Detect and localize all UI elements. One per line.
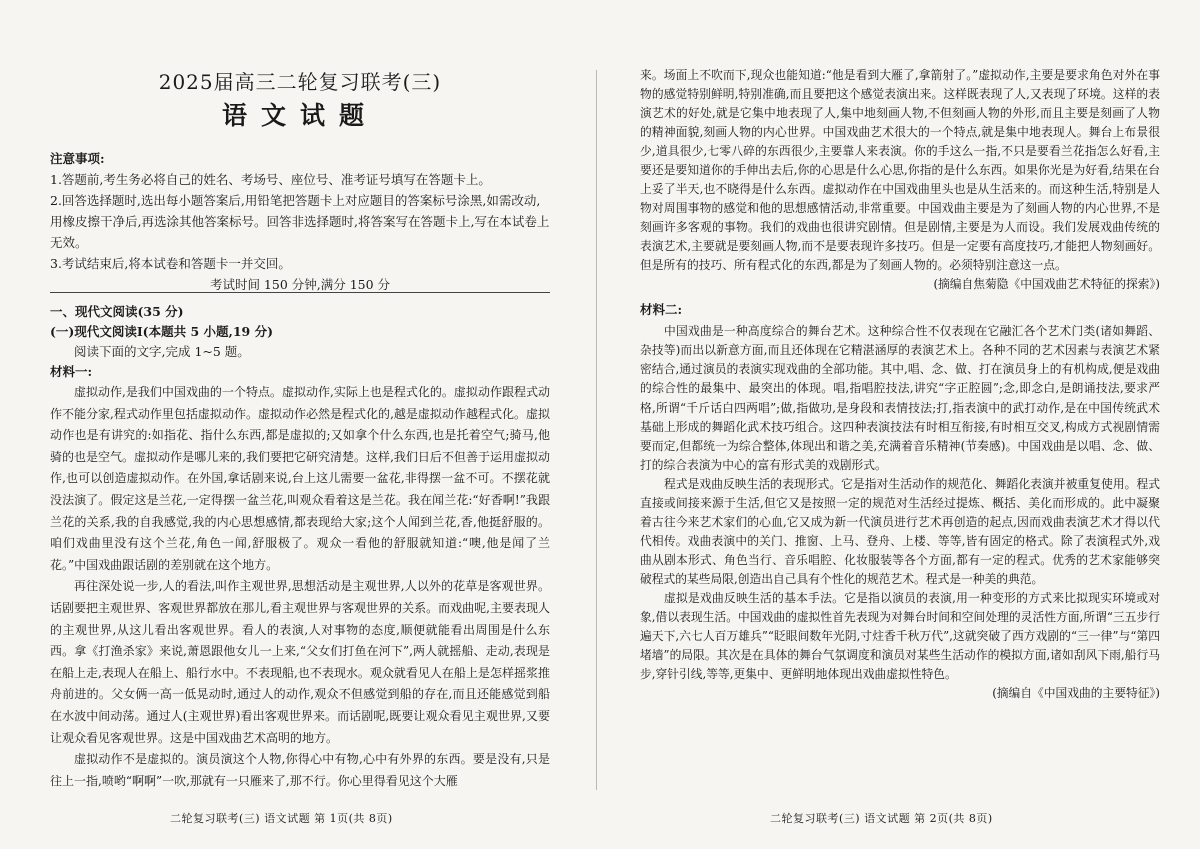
notice-item: 2.回答选择题时,选出每小题答案后,用铅笔把答题卡上对应题目的答案标号涂黑,如需改动,用橡皮擦干净后,再选涂其他答案标号。回答非选择题时,将答案写在答题卡上,写在本试卷上无效。: [50, 193, 550, 250]
source-citation: (摘编自焦菊隐《中国戏曲艺术特征的探索》): [933, 277, 1160, 292]
paragraph: 虚拟是戏曲反映生活的基本手法。它是指以演员的表演,用一种变形的方式来比拟现实环境或对象,借以表现生活。中国戏曲的虚拟性首先表现为对舞台时间和空间处理的灵活性方面,所谓“三五步行遍天下,六七人百万雄兵”“眨眼间数年光阴,寸炷香千秋万代”,这就突破了西方戏剧的“三一律”与“第四堵墙”的局限。其次是在具体的舞台气氛调度和演员对某些生活动作的模拟方面,诸如刮风下雨,船行马步,穿针引线,等等,更集中、更鲜明地体现出戏曲虚拟性特色。: [640, 590, 1160, 681]
paragraph: 程式是戏曲反映生活的表现形式。它是指对生活动作的规范化、舞蹈化表演并被重复使用。程式直接或间接来源于生活,但它又是按照一定的规范对生活经过提炼、概括、美化而形成的。此中凝聚着古往今来艺术家们的心血,它又成为新一代演员进行艺术再创造的起点,因而戏曲表演艺术才得以代代相传。戏曲表演中的关门、推窗、上马、登舟、上楼、等等,皆有固定的格式。除了表演程式外,戏曲从剧本形式、角色当行、音乐唱腔、化妆服装等各个方面,都有一定的程式。优秀的艺术家能够突破程式的某些局限,创造出自己具有个性化的规范艺术。程式是一种美的典范。: [640, 476, 1160, 586]
paragraph: 再往深处说一步,人的看法,叫作主观世界,思想活动是主观世界,人以外的花草是客观世界。话剧要把主观世界、客观世界都放在那儿,看主观世界与客观世界的关系。而戏曲呢,主要表现人的主观世界,从这儿看出客观世界。看人的表演,人对事物的态度,顺便就能看出周围是什么东西。拿《打渔杀家》来说,萧恩跟他女儿一上来,“父女们打鱼在河下”,两人就摇船、走动,表现是在船上走,表现人在船上、船行水中。不表现船,也不表现水。观众就看见人在船上是怎样摇浆推舟前进的。父女俩一高一低晃动时,通过人的动作,观众不但感觉到船的存在,而且还能感觉到船在水波中间动荡。通过人(主观世界)看出客观世界来。而话剧呢,既要让观众看见主观世界,又要让观众看见客观世界。这是中国戏曲艺术高明的地方。: [50, 579, 550, 745]
notice-item: 1.答题前,考生务必将自己的姓名、考场号、座位号、准考证号填写在答题卡上。: [50, 172, 491, 187]
section-divider: [50, 292, 550, 293]
source-citation: (摘编自《中国戏曲的主要特征》): [992, 685, 1160, 700]
page-2-body: [640, 66, 1160, 703]
notice-item: 3.考试结束后,将本试卷和答题卡一并交回。: [50, 256, 291, 271]
page-footer: 二轮复习联考(三) 语文试题 第 2页(共 8页): [770, 812, 993, 825]
instruction: 阅读下面的文字,完成 1~5 题。: [74, 344, 250, 359]
material-1-continued: [640, 66, 1160, 275]
exam-title: 2025届高三二轮复习联考(三): [158, 70, 442, 94]
page-2: [640, 0, 1160, 849]
subject-title: 语文试题: [221, 101, 378, 130]
section-heading: 一、现代文阅读(35 分): [50, 304, 184, 319]
paragraph: 虚拟动作,是我们中国戏曲的一个特点。虚拟动作,实际上也是程式化的。虚拟动作跟程式动作不能分家,程式动作里包括虚拟动作。虚拟动作必然是程式化的,越是虚拟动作越程式化。虚拟动作也是有讲究的:如指花、指什么东西,都是虚拟的;又如拿个什么东西,也是托着空气;骑马,他骑的也是空气。虚拟动作是哪儿来的,我们要把它研究清楚。这样,我们日后不但善于运用虚拟动作,也可以创造虚拟动作。在外国,拿话剧来说,台上这儿需要一盆花,非得摆一盆不可。不摆花就没法演了。假定这是兰花,一定得摆一盆兰花,叫观众看着这是兰花。我在闻兰花:“好香啊!”我跟兰花的关系,我的自我感觉,我的内心思想感情,都表现给大家;这个人闻到兰花,香,他挺舒服的。咱们戏曲里没有这个兰花,角色一闻,舒服极了。观众一看他的舒服就知道:“噢,他是闻了兰花。”中国戏曲跟话剧的差别就在这个地方。: [50, 385, 550, 572]
paragraph: 虚拟动作不是虚拟的。演员演这个人物,你得心中有物,心中有外界的东西。要是没有,只是往上一指,喷哟“啊啊”一吹,那就有一只雁来了,那不行。你心里得看见这个大雁: [50, 752, 550, 788]
page-footer: 二轮复习联考(三) 语文试题 第 1页(共 8页): [170, 812, 393, 825]
notice-block: [50, 148, 550, 295]
material-1-text: [50, 382, 550, 792]
paragraph: 来。场面上不吹而下,现众也能知道:“他是看到大雁了,拿箭射了。”虚拟动作,主要是要求角色对外在事物的感觉特别鲜明,特别准确,而且要把这个感觉表演出来。这样既表现了人,又表现了环境。这样的表演艺术的好处,就是它集中地表现了人,集中地刻画人物,不但刻画人物的外形,而且主要是刻画了人物的精神面貌,刻画人物的内心世界。中国戏曲艺术很大的一个特点,就是集中地表现人。舞台上布景很少,道具很少,七零八碎的东西很少,主要靠人来表演。你的手这么一指,不只是要看兰花指怎么好看,主要还是要知道你的手伸出去后,你的心思是什么心思,你指的是什么东西。如果你光是为好看,结果在台上妥了半天,也不晓得是什么东西。虚拟动作在中国戏曲里头也是从生活来的。而这种生活,特别是人物对周围事物的感觉和他的思想感情活动,非常重要。中国戏曲主要是为了刻画人物的内心世界,不是刻画许多客观的事物。我们的戏曲也很讲究剧情。但是剧情,主要是为人而设。我们发展戏曲传统的表演艺术,主要就是要刻画人物,而不是要表现许多技巧。但是一定要有高度技巧,才能把人物刻画好。但是所有的技巧、所有程式化的东西,都是为了刻画人物的。必须特别注意这一点。: [640, 68, 1160, 273]
section-1: [50, 302, 550, 792]
material-2-label: 材料二:: [640, 302, 683, 318]
notice-heading: 注意事项:: [50, 151, 105, 166]
material-1-label: 材料一:: [50, 364, 93, 379]
column-divider: [596, 70, 597, 790]
material-2-text: [640, 322, 1160, 684]
paragraph: 中国戏曲是一种高度综合的舞台艺术。这种综合性不仅表现在它融汇各个艺术门类(诸如舞蹈、杂技等)而出以新意方面,而且还体现在它精湛涵厚的表演艺术上。各种不同的艺术因素与表演艺术紧密结合,通过演员的表演实现戏曲的全部功能。其中,唱、念、做、打在演员身上的有机构成,便是戏曲的综合性的最集中、最突出的体现。唱,指唱腔技法,讲究“字正腔圆”;念,即念白,是朗诵技法,要求严格,所谓“千斤话白四两唱”;做,指做功,是身段和表情技法;打,指表演中的武打动作,是在中国传统武术基础上形成的舞蹈化武术技巧组合。这四种表演技法有时相互衔接,有时相互交叉,构成方式视剧情需要而定,但都统一为综合整体,体现出和谐之美,充满着音乐精神(节奏感)。中国戏曲是以唱、念、做、打的综合表演为中心的富有形式美的戏剧形式。: [640, 324, 1160, 472]
exam-time: 考试时间 150 分钟,满分 150 分: [209, 277, 391, 292]
subsection-heading: (一)现代文阅读Ⅰ(本题共 5 小题,19 分): [50, 324, 274, 339]
page-1: [50, 0, 550, 849]
